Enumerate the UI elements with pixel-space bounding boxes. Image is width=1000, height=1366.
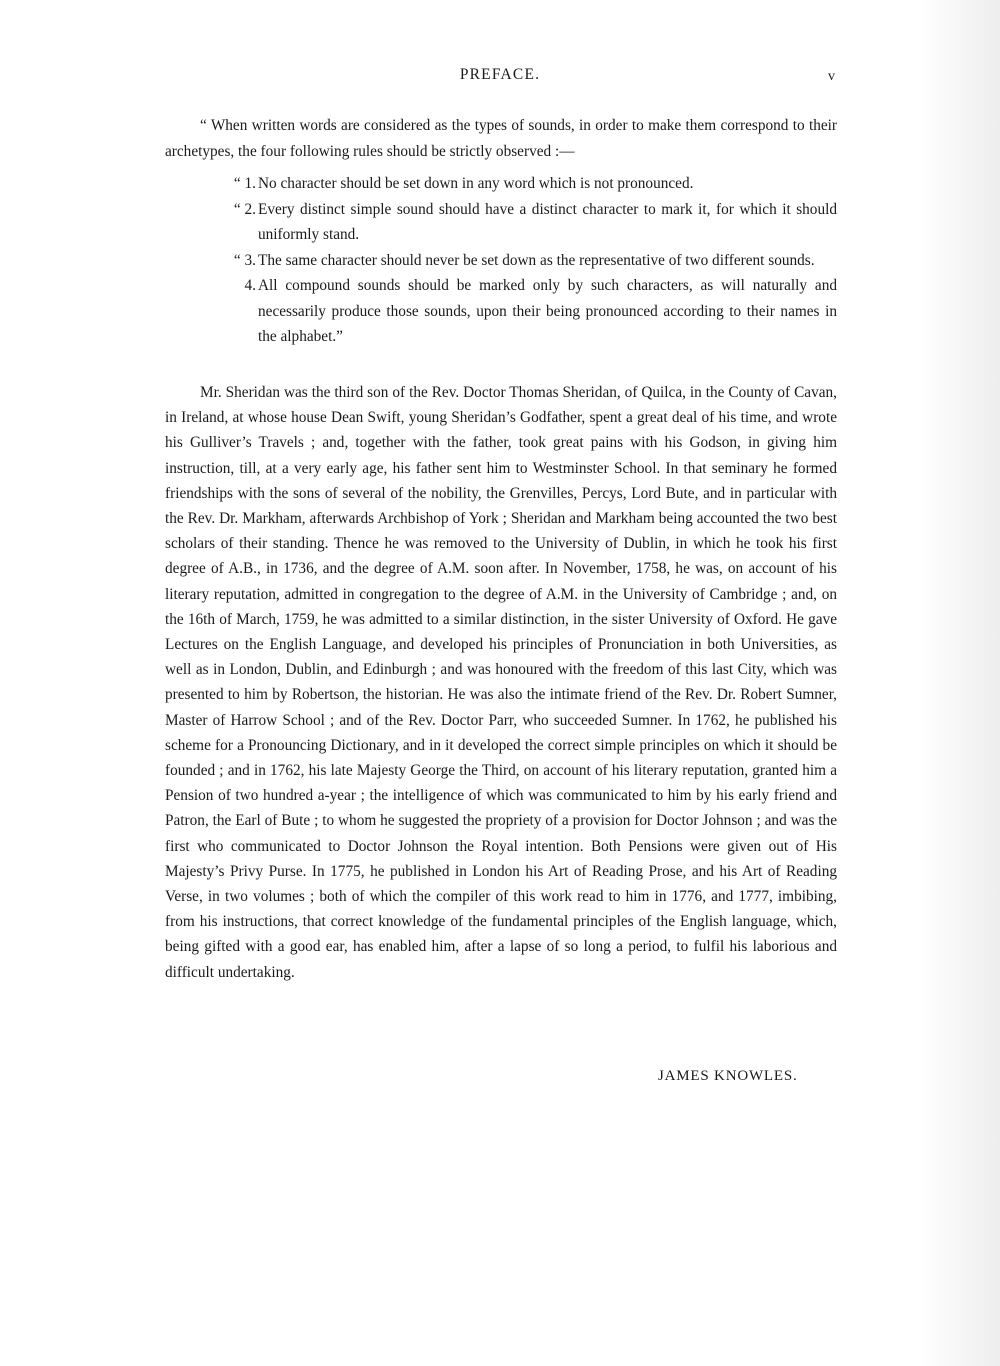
page-number: v	[828, 69, 835, 84]
rule-item	[200, 197, 837, 248]
rule-number: “ 1.	[233, 175, 256, 192]
author-signature: JAMES KNOWLES.	[658, 1068, 798, 1084]
rule-text: Every distinct simple sound should have a distinct character to mark it, for which it should uniformly stand.	[258, 200, 837, 243]
rule-text: All compound sounds should be marked only by such characters, as will naturally and necessarily produce those sounds, upon their being pronounced according to their names in the alphabet.”	[258, 277, 837, 345]
page-edge-shadow	[922, 0, 1000, 1366]
rule-number: “ 3.	[233, 251, 256, 269]
rule-number: 4.	[244, 277, 256, 294]
rule-item	[200, 248, 837, 274]
biography-paragraph: Mr. Sheridan was the third son of the Rev. Doctor Thomas Sheridan, of Quilca, in the County of Cavan, in Ireland, at whose house Dean Swift, young Sheridan’s Godfather, spent a great deal of his time, and wrote his Gulliver’s Travels ; and, together with the father, took great pains with his Godson, in giving him instruction, till, at a very early age, his father sent him to Westminster School. In that seminary he formed friendships with the sons of several of the nobility, the Grenvilles, Percys, Lord Bute, and in particular with the Rev. Dr. Markham, afterwards Archbishop of York ; Sheridan and Markham being accounted the two best scholars of their standing. Thence he was removed to the University of Dublin, in which he took his first degree of A.B., in 1736, and the degree of A.M. soon after. In November, 1758, he was, on account of his literary reputation, admitted in congregation to the degree of A.M. in the University of Cambridge ; and, on the 16th of March, 1759, he was admitted to a similar distinction, in the sister University of Oxford. He gave Lectures on the English Language, and developed his principles of Pronunciation in both Universities, as well as in London, Dublin, and Edinburgh ; and was honoured with the freedom of this last City, which was presented to him by Robertson, the historian. He was also the intimate friend of the Rev. Dr. Robert Sumner, Master of Harrow School ; and of the Rev. Doctor Parr, who succeeded Sumner. In 1762, he published his scheme for a Pronouncing Dictionary, and in it developed the correct simple principles on which it should be founded ; and in 1762, his late Majesty George the Third, on account of his literary reputation, granted him a Pension of two hundred a-year ; the intelligence of which was communicated to him by his early friend and Patron, the Earl of Bute ; to whom he suggested the propriety of a provision for Doctor Johnson ; and was the first who communicated to Doctor Johnson the Royal intention. Both Pensions were given out of His Majesty’s Privy Purse. In 1775, he published in London his Art of Reading Prose, and his Art of Reading Verse, in two volumes ; both of which the compiler of this work read to him in 1776, and 1777, imbibing, from his instructions, that correct knowledge of the fundamental principles of the English language, which, being gifted with a good ear, has enabled him, after a lapse of so long a period, to fulfil his laborious and difficult undertaking.	[165, 384, 837, 981]
rule-text: The same character should never be set down as the representative of two different sounds.	[258, 251, 815, 269]
rule-text: No character should be set down in any word which is not pronounced.	[258, 175, 694, 192]
running-title: PREFACE.	[459, 66, 541, 83]
rules-list	[200, 171, 837, 350]
quote-intro: “ When written words are considered as the types of sounds, in order to make them correspond to their archetypes, the four following rules should be strictly observed :—	[165, 117, 837, 160]
rule-item	[200, 171, 837, 197]
rule-number: “ 2.	[233, 200, 256, 218]
rule-item	[200, 273, 837, 350]
